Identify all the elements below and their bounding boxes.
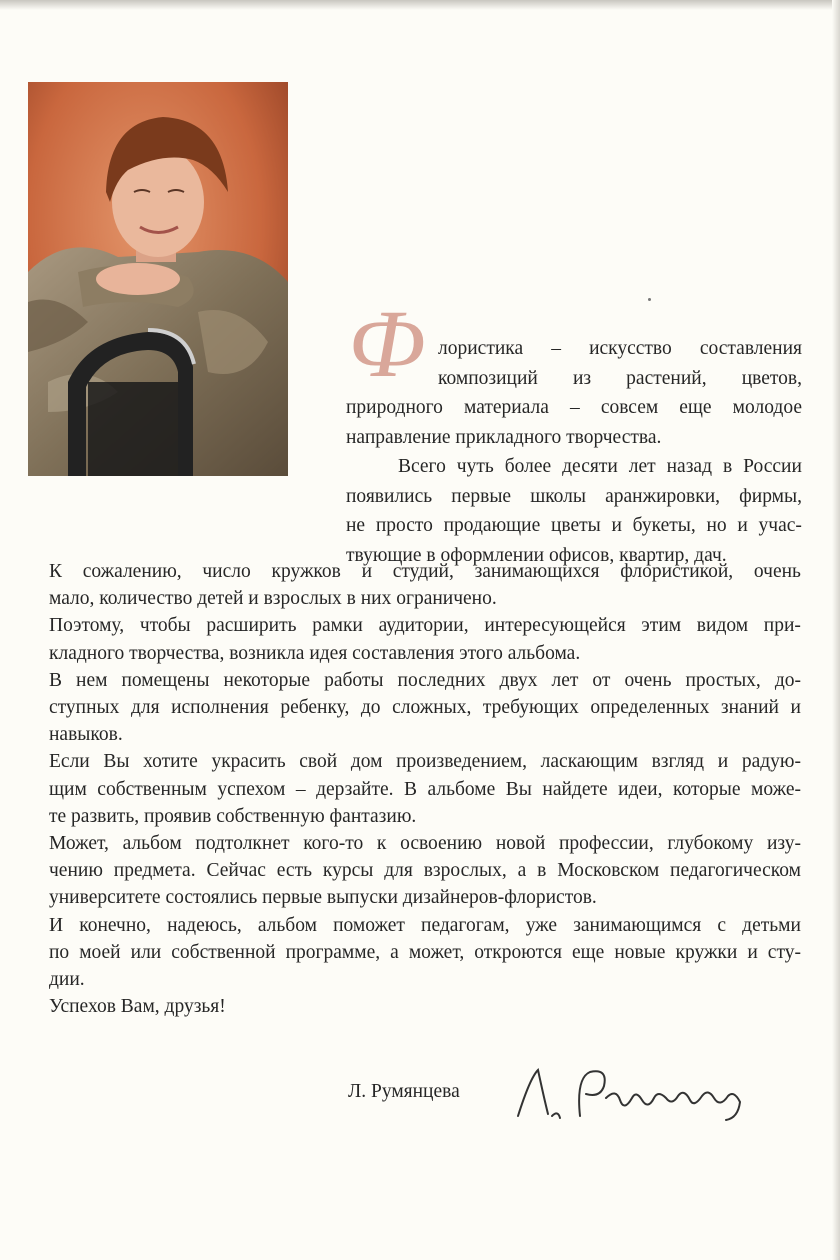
word: двух [499, 669, 538, 691]
word: не [346, 515, 366, 536]
word: взгляд [651, 751, 705, 773]
word: составления [699, 338, 802, 359]
word: но [706, 515, 727, 536]
intro-text [346, 334, 802, 570]
word: нем [76, 669, 108, 691]
word: студий, [392, 561, 454, 582]
word: десяти [562, 456, 618, 477]
word: педагогическом [670, 860, 801, 882]
author-portrait [28, 82, 288, 476]
body-line: университете состоялись первые выпуски дизайнеров-флористов. [49, 887, 597, 909]
word: ласкающим [540, 751, 638, 773]
word: подтолкнет [195, 833, 290, 855]
word: природного [346, 397, 443, 418]
intro-line: твующие в оформлении офисов, квартир, дач. [346, 544, 727, 566]
word: при- [763, 615, 801, 637]
word: кружков [271, 561, 341, 582]
word: дом [350, 751, 383, 773]
word: есть [276, 860, 312, 882]
intro-line [346, 452, 802, 482]
word: изу- [766, 833, 801, 855]
body-line [49, 748, 801, 775]
word: которые [673, 778, 741, 800]
word: и [611, 515, 622, 536]
word: из [572, 367, 592, 389]
word: очень [753, 561, 801, 582]
word: простых, [685, 669, 761, 691]
word: материала [464, 397, 549, 418]
word: расширить [206, 615, 297, 637]
word: работы [324, 669, 384, 691]
word: в [722, 456, 733, 477]
word: Может, [49, 833, 109, 855]
word: произведением, [396, 751, 528, 773]
word: глубокому [667, 833, 754, 855]
body-line: Успехов Вам, друзья! [49, 996, 226, 1018]
word: кружки [675, 941, 738, 963]
word: очень [624, 669, 672, 691]
body-line [49, 776, 801, 803]
word: новой [495, 833, 546, 855]
word: лористика [438, 338, 524, 359]
word: К [49, 561, 63, 582]
body-line: те развить, проявив собственную фантазию. [49, 805, 417, 827]
word: чуть [456, 456, 494, 477]
word: по [49, 941, 70, 963]
word: интересующейся [484, 615, 626, 637]
word: еще [679, 397, 712, 418]
word: для [384, 860, 413, 882]
body-line [49, 830, 801, 857]
word: учас- [758, 515, 802, 536]
handwritten-signature [508, 1058, 758, 1128]
word: Московском [557, 860, 660, 882]
word: аранжировки, [605, 485, 721, 507]
body-line: дии. [49, 969, 85, 991]
word: ребенку, [280, 697, 350, 719]
word: может, [408, 941, 465, 963]
word: и [737, 515, 748, 536]
word: и [747, 941, 758, 963]
word: последних [397, 669, 486, 691]
speck-mark [648, 298, 651, 301]
word: хотите [143, 751, 198, 773]
word: В [404, 778, 418, 800]
word: сту- [767, 941, 801, 963]
word: Если [49, 751, 90, 773]
word: кого-то [303, 833, 364, 855]
word: альбом [122, 833, 182, 855]
intro-line: направление прикладного творчества. [346, 426, 662, 448]
svg-text:Ф: Ф [348, 296, 426, 388]
word: требующих [482, 697, 579, 719]
word: к [376, 833, 387, 855]
word: назад [666, 456, 712, 477]
body-line [49, 912, 801, 939]
body-line: навыков. [49, 724, 123, 746]
word: этим [641, 615, 682, 637]
word: чтобы [139, 615, 191, 637]
word: идеи, [618, 778, 663, 800]
word: – [570, 397, 580, 418]
word: более [504, 456, 552, 477]
word: флористикой, [620, 561, 734, 582]
word: занимающихся [474, 561, 600, 582]
word: Вы [505, 778, 532, 800]
word: моей [79, 941, 121, 963]
intro-line [346, 334, 802, 364]
word: видом [696, 615, 749, 637]
word: совсем [600, 397, 659, 418]
word: собственным [97, 778, 207, 800]
word: букеты, [632, 515, 696, 536]
word: Всего [398, 456, 446, 477]
word: В [49, 669, 63, 691]
word: поможет [333, 914, 405, 936]
word: рамки [312, 615, 363, 637]
body-line: кладного творчества, возникла идея составления этого альбома. [49, 642, 581, 664]
body-line [49, 667, 801, 694]
word: искусство [589, 338, 672, 359]
body-line [49, 939, 801, 966]
word: курсы [322, 860, 374, 882]
word: – [551, 338, 561, 359]
word: альбоме [427, 778, 496, 800]
body-line [49, 612, 801, 639]
word: цветы [550, 515, 601, 536]
word: детьми [742, 914, 801, 936]
intro-line [346, 511, 802, 541]
body-line [49, 694, 801, 721]
word: число [202, 561, 251, 582]
word: молодое [732, 397, 802, 418]
body-line [49, 558, 801, 585]
word: ступных [49, 697, 120, 719]
word: знаний [720, 697, 779, 719]
word: до [360, 697, 381, 719]
word: конечно, [79, 914, 151, 936]
word: – [295, 778, 306, 800]
word: лет [628, 456, 656, 477]
word: радую- [741, 751, 801, 773]
word: некоторые [223, 669, 311, 691]
body-line: мало, количество детей и взрослых в них ограничено. [49, 588, 497, 610]
word: и [361, 561, 373, 582]
word: сожалению, [82, 561, 182, 582]
word: уже [525, 914, 558, 936]
page-edge-top [0, 0, 840, 10]
word: от [592, 669, 611, 691]
word: може- [751, 778, 801, 800]
word: Поэтому, [49, 615, 125, 637]
word: Сейчас [206, 860, 266, 882]
word: исполнения [171, 697, 269, 719]
word: профессии, [558, 833, 654, 855]
word: а [390, 941, 399, 963]
word: с [717, 914, 727, 936]
word: и [717, 751, 729, 773]
word: педагогам, [421, 914, 510, 936]
body-text [49, 558, 801, 1020]
word: помещены [121, 669, 210, 691]
word: И [49, 914, 64, 936]
word: аудитории, [378, 615, 469, 637]
word: щим [49, 778, 87, 800]
word: еще [571, 941, 605, 963]
word: цветов, [741, 367, 802, 389]
word: школы [530, 485, 587, 507]
word: откроются [474, 941, 562, 963]
word: или [130, 941, 162, 963]
word: и [790, 697, 801, 719]
page-edge-right [832, 0, 840, 1260]
word: сложных, [392, 697, 472, 719]
body-line [49, 857, 801, 884]
word: украсить [211, 751, 286, 773]
author-name: Л. Румянцева [348, 1081, 460, 1102]
word: России [743, 456, 802, 477]
word: новые [614, 941, 666, 963]
word: растений, [626, 367, 707, 389]
word: успехом [217, 778, 286, 800]
word: для [130, 697, 160, 719]
word: взрослых, [423, 860, 507, 882]
word: освоению [400, 833, 483, 855]
word: лет [551, 669, 579, 691]
intro-line [346, 364, 802, 394]
word: надеюсь, [167, 914, 242, 936]
word: чению [49, 860, 103, 882]
word: альбом [257, 914, 317, 936]
word: предмета. [113, 860, 196, 882]
word: просто [375, 515, 433, 536]
word: фирмы, [739, 485, 802, 507]
word: до- [774, 669, 801, 691]
word: появились [346, 485, 433, 507]
word: Вы [103, 751, 130, 773]
word: дерзайте. [316, 778, 394, 800]
word: программе, [285, 941, 381, 963]
intro-line [346, 393, 802, 423]
word: собственной [171, 941, 276, 963]
word: продающие [443, 515, 541, 536]
word: в [537, 860, 547, 882]
word: свой [299, 751, 338, 773]
word: занимающимся [573, 914, 702, 936]
word: определенных [590, 697, 710, 719]
word: найдете [542, 778, 608, 800]
word: а [517, 860, 527, 882]
intro-line [346, 482, 802, 512]
word: композиций [438, 367, 538, 389]
word: первые [451, 485, 512, 507]
